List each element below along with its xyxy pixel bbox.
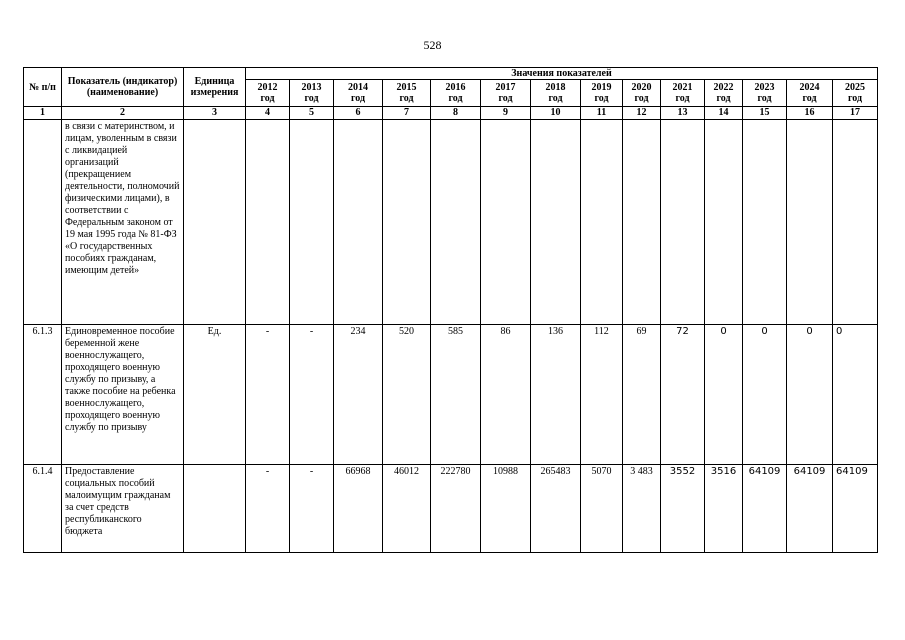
value-cell: 10988 (481, 465, 531, 553)
value-cell (431, 120, 481, 325)
value-cell: 64109 (787, 465, 833, 553)
header-year (246, 80, 290, 107)
header-year (623, 80, 661, 107)
value-cell: 64109 (833, 465, 878, 553)
year-suffix: год (634, 93, 649, 104)
year-label: 2019 (591, 82, 612, 93)
value-cell: 234 (334, 325, 383, 465)
value-cell: 86 (481, 325, 531, 465)
value-cell: 66968 (334, 465, 383, 553)
indicator-name: Единовременное пособие беременной жене военнослужащего, проходящего военную службу по призыву, а также пособие на ребенка военнослужащего, проходящего военную службу по призыву (62, 325, 184, 465)
indicator-name: Предоставление социальных пособий малоимущим гражданам за счет средств республиканского бюджета (62, 465, 184, 553)
year-label: 2020 (631, 82, 652, 93)
column-number: 7 (383, 107, 431, 120)
value-cell: 0 (833, 325, 878, 465)
value-cell (705, 120, 743, 325)
header-values-group: Значения показателей (246, 68, 878, 80)
column-number: 4 (246, 107, 290, 120)
column-number: 13 (661, 107, 705, 120)
column-number: 3 (184, 107, 246, 120)
year-label: 2023 (754, 82, 775, 93)
value-cell: 265483 (531, 465, 581, 553)
value-cell: 0 (743, 325, 787, 465)
year-suffix: год (304, 93, 319, 104)
value-cell: 585 (431, 325, 481, 465)
table-row (24, 465, 878, 553)
indicator-name: в связи с материнством, и лицам, уволенным в связи с ликвидацией организаций (прекращением деятельности, полномочий физическими лицами), в соответствии с Федеральным законом от 19 мая 1995 года № 81-ФЗ «О государственных пособиях гражданам, имеющим детей» (62, 120, 184, 325)
column-number: 8 (431, 107, 481, 120)
header-year (481, 80, 531, 107)
header-year (431, 80, 481, 107)
value-cell (661, 120, 705, 325)
header-indicator: Показатель (индикатор) (наименование) (62, 68, 184, 107)
header-year (531, 80, 581, 107)
value-cell (383, 120, 431, 325)
value-cell (481, 120, 531, 325)
value-cell (531, 120, 581, 325)
value-cell: - (290, 465, 334, 553)
year-suffix: год (448, 93, 463, 104)
value-cell (833, 120, 878, 325)
year-suffix: год (675, 93, 690, 104)
year-label: 2021 (672, 82, 693, 93)
header-year (787, 80, 833, 107)
year-suffix: год (260, 93, 275, 104)
year-suffix: год (498, 93, 513, 104)
value-cell: 112 (581, 325, 623, 465)
indicators-table (23, 67, 878, 553)
header-num: № п/п (24, 68, 62, 107)
value-cell: 0 (705, 325, 743, 465)
page-number: 528 (423, 38, 442, 52)
year-suffix: год (399, 93, 414, 104)
year-label: 2025 (845, 82, 865, 93)
header-year (705, 80, 743, 107)
value-cell (334, 120, 383, 325)
value-cell: 3 483 (623, 465, 661, 553)
value-cell: 69 (623, 325, 661, 465)
row-number (24, 120, 62, 325)
row-number: 6.1.3 (24, 325, 62, 465)
value-cell: 222780 (431, 465, 481, 553)
unit-cell: Ед. (184, 325, 246, 465)
value-cell: 3516 (705, 465, 743, 553)
value-cell (246, 120, 290, 325)
value-cell: 3552 (661, 465, 705, 553)
value-cell (290, 120, 334, 325)
header-year (334, 80, 383, 107)
column-number: 5 (290, 107, 334, 120)
row-number: 6.1.4 (24, 465, 62, 553)
year-suffix: год (802, 93, 817, 104)
value-cell: 46012 (383, 465, 431, 553)
year-suffix: год (548, 93, 563, 104)
column-number: 6 (334, 107, 383, 120)
column-number: 2 (62, 107, 184, 120)
year-suffix: год (350, 93, 366, 104)
year-label: 2017 (495, 82, 516, 93)
header-year (743, 80, 787, 107)
header-year (383, 80, 431, 107)
value-cell: - (246, 465, 290, 553)
column-number: 15 (743, 107, 787, 120)
year-label: 2015 (396, 82, 417, 93)
year-label: 2016 (445, 82, 466, 93)
header-year (833, 80, 878, 107)
year-label: 2012 (257, 82, 278, 93)
year-label: 2018 (545, 82, 566, 93)
table-row (24, 325, 878, 465)
value-cell: 136 (531, 325, 581, 465)
year-suffix: год (847, 93, 863, 104)
value-cell: 64109 (743, 465, 787, 553)
column-number: 11 (581, 107, 623, 120)
year-suffix: год (716, 93, 731, 104)
header-unit: Единица измерения (184, 68, 246, 107)
column-number: 14 (705, 107, 743, 120)
value-cell: 520 (383, 325, 431, 465)
value-cell (623, 120, 661, 325)
table-row (24, 120, 878, 325)
year-label: 2022 (713, 82, 734, 93)
column-number: 12 (623, 107, 661, 120)
unit-cell (184, 120, 246, 325)
column-number: 10 (531, 107, 581, 120)
value-cell: - (290, 325, 334, 465)
year-label: 2014 (348, 82, 368, 93)
year-suffix: год (594, 93, 609, 104)
header-year (661, 80, 705, 107)
value-cell: 72 (661, 325, 705, 465)
value-cell (743, 120, 787, 325)
value-cell: - (246, 325, 290, 465)
year-suffix: год (757, 93, 772, 104)
column-number: 17 (833, 107, 878, 120)
year-label: 2024 (799, 82, 820, 93)
value-cell: 0 (787, 325, 833, 465)
column-number: 16 (787, 107, 833, 120)
value-cell (787, 120, 833, 325)
year-label: 2013 (301, 82, 322, 93)
header-year (581, 80, 623, 107)
column-number: 1 (24, 107, 62, 120)
value-cell: 5070 (581, 465, 623, 553)
header-year (290, 80, 334, 107)
column-number: 9 (481, 107, 531, 120)
unit-cell (184, 465, 246, 553)
value-cell (581, 120, 623, 325)
